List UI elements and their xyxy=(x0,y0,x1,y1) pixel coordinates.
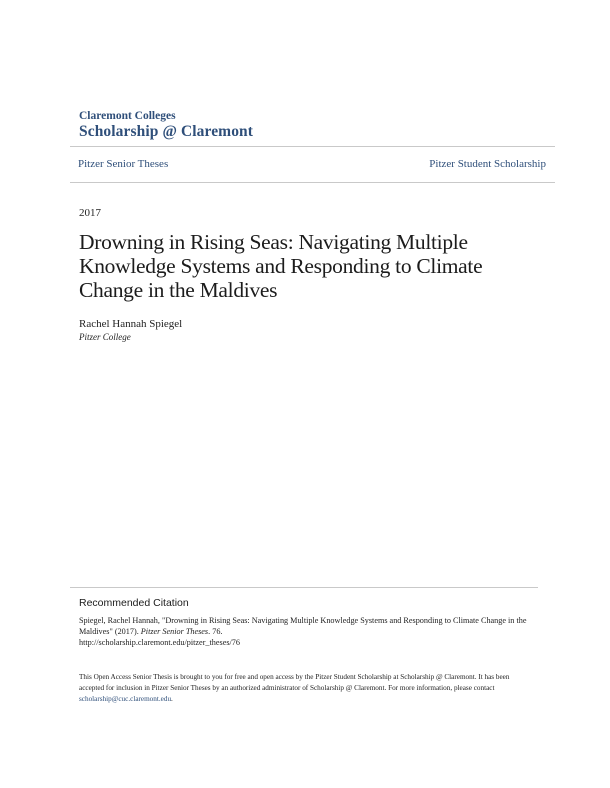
brand-institution: Claremont Colleges xyxy=(79,110,176,122)
author-affiliation: Pitzer College xyxy=(79,332,131,342)
citation-text xyxy=(79,615,529,648)
citation-heading: Recommended Citation xyxy=(79,597,189,609)
author-name: Rachel Hannah Spiegel xyxy=(79,318,183,330)
series-bar xyxy=(70,146,555,183)
series-link-student-scholarship[interactable]: Pitzer Student Scholarship xyxy=(429,158,546,170)
citation-body: Spiegel, Rachel Hannah, "Drowning in Rising Seas: Navigating Multiple Knowledge Systems and Responding to Climate Change in the Maldives" (2017). xyxy=(79,616,527,636)
thesis-title: Drowning in Rising Seas: Navigating Multiple Knowledge Systems and Responding to Climate Change in the Maldives xyxy=(79,230,483,302)
citation-url[interactable]: http://scholarship.claremont.edu/pitzer_theses/76 xyxy=(79,638,240,647)
notice-end: . xyxy=(171,695,173,703)
recommended-citation xyxy=(70,587,538,648)
notice-text: This Open Access Senior Thesis is brought to you for free and open access by the Pitzer Student Scholarship at Scholarship @ Claremont. It has been accepted for inclusion in Pitzer Senior Theses by an authorized administrator of Scholarship @ Claremont. For more information, please contact xyxy=(79,673,510,692)
open-access-notice xyxy=(79,672,529,705)
citation-number: . 76. xyxy=(208,627,223,636)
series-link-senior-theses[interactable]: Pitzer Senior Theses xyxy=(78,158,169,170)
publication-year: 2017 xyxy=(79,207,101,219)
brand-repository-name: Scholarship @ Claremont xyxy=(79,123,254,140)
contact-email-link[interactable]: scholarship@cuc.claremont.edu xyxy=(79,695,172,703)
repository-brand[interactable] xyxy=(79,110,253,141)
citation-journal: Pitzer Senior Theses xyxy=(140,627,209,636)
